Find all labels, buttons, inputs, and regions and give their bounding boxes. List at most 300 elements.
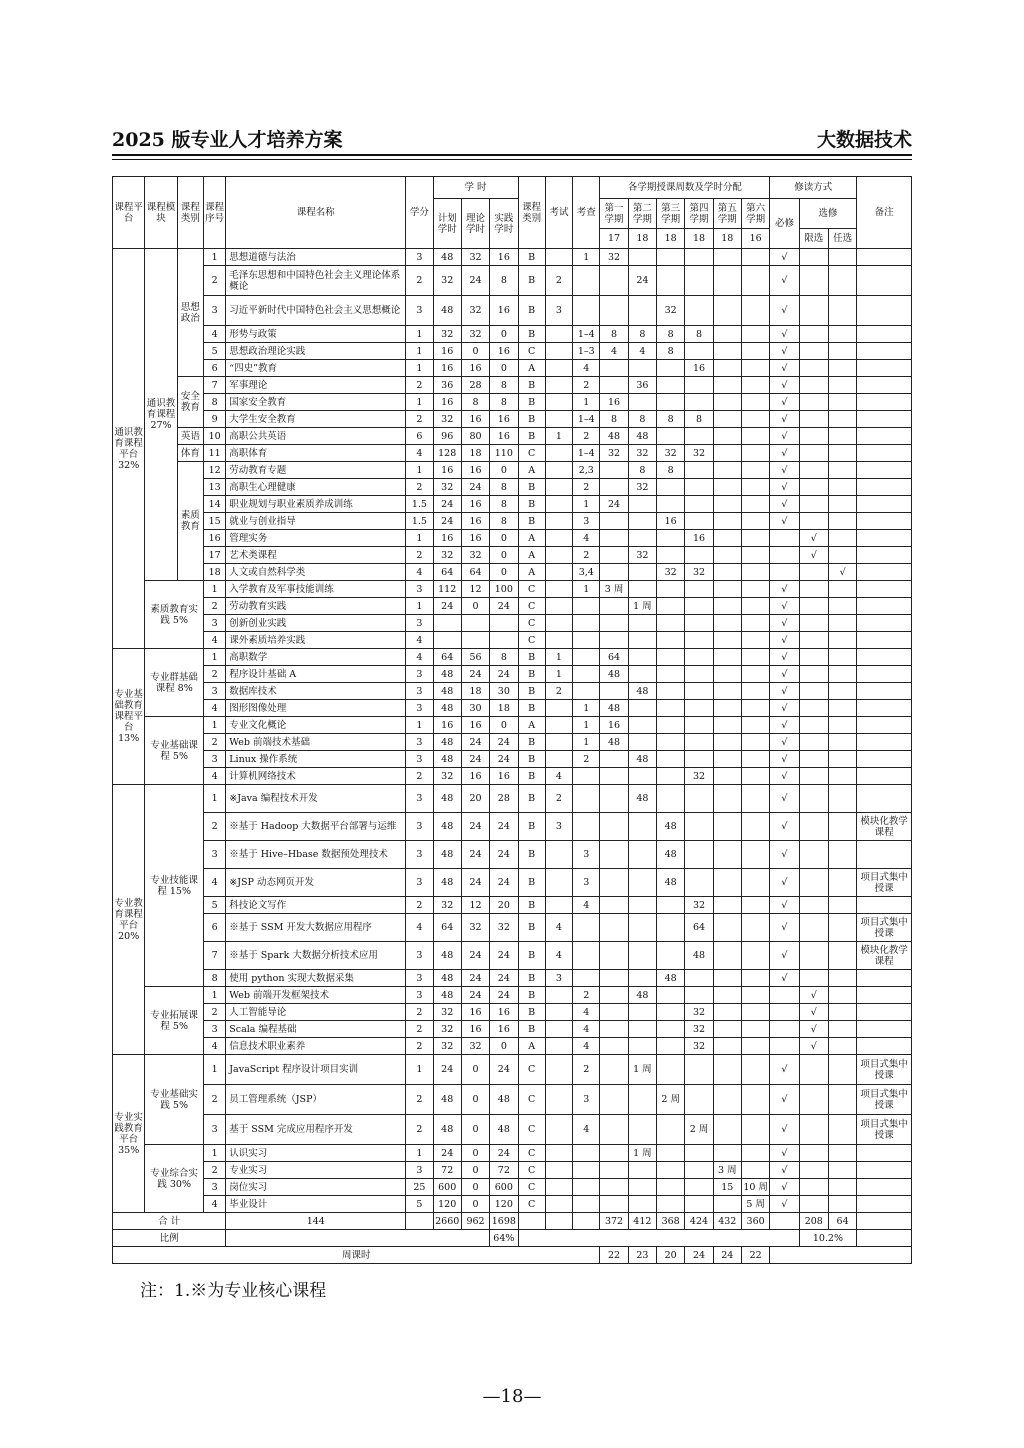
cell	[545, 479, 572, 496]
course-name: 高职数学	[226, 649, 406, 666]
cell	[545, 1196, 572, 1213]
cell: 24	[433, 513, 461, 530]
cell: 4	[573, 360, 600, 377]
cell	[799, 564, 828, 581]
cell	[657, 1179, 685, 1196]
cell: 8	[685, 326, 713, 343]
curriculum-table	[112, 176, 912, 1264]
cell: 1	[406, 394, 433, 411]
cell	[799, 428, 828, 445]
cell	[799, 914, 828, 942]
cell	[828, 683, 856, 700]
cell: 24	[490, 987, 518, 1004]
course-seq: 9	[204, 411, 226, 428]
cell	[657, 249, 685, 266]
ratio-blank	[857, 1230, 912, 1247]
cell	[685, 1085, 713, 1115]
th-semester: 第一学期	[600, 199, 628, 229]
cell: 8	[685, 411, 713, 428]
cell	[628, 1004, 656, 1021]
cell: 28	[490, 785, 518, 813]
cell: B	[518, 428, 545, 445]
th-semester: 第二学期	[628, 199, 656, 229]
cell: 8	[657, 411, 685, 428]
course-seq: 3	[204, 296, 226, 326]
cell	[545, 581, 572, 598]
cell	[713, 394, 741, 411]
cell	[713, 700, 741, 717]
cell: 30	[461, 700, 489, 717]
header-rule-thin	[112, 159, 912, 160]
cell	[713, 987, 741, 1004]
th-semester: 第四学期	[685, 199, 713, 229]
cell: 3	[545, 813, 572, 841]
cell: √	[770, 296, 799, 326]
course-seq: 4	[204, 326, 226, 343]
cell: 32	[685, 1004, 713, 1021]
cell	[828, 377, 856, 394]
cell	[628, 649, 656, 666]
cell	[713, 717, 741, 734]
cell	[857, 785, 912, 813]
cell	[857, 615, 912, 632]
cell	[799, 897, 828, 914]
cell: 4	[573, 1021, 600, 1038]
course-seq: 3	[204, 1179, 226, 1196]
total-optional: 64	[828, 1213, 856, 1230]
th-credit: 学分	[406, 177, 433, 249]
course-seq: 16	[204, 530, 226, 547]
table-row	[113, 751, 912, 768]
cell	[713, 377, 741, 394]
cell: 64	[685, 914, 713, 942]
cell: 56	[461, 649, 489, 666]
cell	[685, 813, 713, 841]
cell: C	[518, 615, 545, 632]
course-seq: 8	[204, 970, 226, 987]
table-row	[113, 942, 912, 970]
cell	[713, 683, 741, 700]
cell	[545, 1179, 572, 1196]
cell	[713, 1021, 741, 1038]
cell	[799, 700, 828, 717]
cell	[545, 377, 572, 394]
cell	[545, 530, 572, 547]
cell	[828, 632, 856, 649]
cell	[573, 942, 600, 970]
cell	[600, 1004, 628, 1021]
cell: B	[518, 700, 545, 717]
cell: 3	[406, 1162, 433, 1179]
cell: 3	[406, 700, 433, 717]
cell: √	[770, 428, 799, 445]
cell	[741, 615, 769, 632]
cell	[799, 411, 828, 428]
th-module: 课程模块	[145, 177, 177, 249]
cell: C	[518, 1162, 545, 1179]
cell: 8	[461, 394, 489, 411]
cell: B	[518, 813, 545, 841]
total-s4: 424	[685, 1213, 713, 1230]
cell: 3 周	[713, 1162, 741, 1179]
table-row	[113, 296, 912, 326]
cell	[857, 1004, 912, 1021]
cell	[828, 1196, 856, 1213]
cell	[713, 841, 741, 869]
cell	[828, 734, 856, 751]
cell	[713, 1145, 741, 1162]
cell	[545, 1162, 572, 1179]
cell	[770, 987, 799, 1004]
cell: 48	[628, 751, 656, 768]
cell	[600, 1038, 628, 1055]
cell	[600, 377, 628, 394]
course-name: ※基于 Spark 大数据分析技术应用	[226, 942, 406, 970]
cell: 项目式集中授课	[857, 1055, 912, 1085]
cell: 2	[573, 428, 600, 445]
cell	[828, 547, 856, 564]
cell	[600, 632, 628, 649]
course-name: 习近平新时代中国特色社会主义思想概论	[226, 296, 406, 326]
cell	[600, 266, 628, 296]
cell: 4	[545, 942, 572, 970]
weekly-row	[113, 1247, 912, 1264]
cell: 24	[461, 841, 489, 869]
cell	[573, 1179, 600, 1196]
cell	[713, 249, 741, 266]
cell	[600, 1162, 628, 1179]
cell: 24	[433, 496, 461, 513]
th-theory-hours: 理论学时	[461, 199, 489, 249]
cell	[713, 970, 741, 987]
course-seq: 1	[204, 649, 226, 666]
course-seq: 2	[204, 813, 226, 841]
table-row	[113, 249, 912, 266]
cell: C	[518, 1115, 545, 1145]
cell	[857, 598, 912, 615]
total-credit: 144	[226, 1213, 406, 1230]
cell	[857, 462, 912, 479]
cell	[685, 615, 713, 632]
cell	[685, 649, 713, 666]
table-row	[113, 841, 912, 869]
cell: B	[518, 296, 545, 326]
table-row	[113, 266, 912, 296]
cell	[713, 1115, 741, 1145]
cell	[741, 649, 769, 666]
cell	[713, 897, 741, 914]
course-name: 劳动教育实践	[226, 598, 406, 615]
doc-title: 2025 版专业人才培养方案	[112, 129, 343, 151]
cell: 32	[433, 326, 461, 343]
cell: 32	[461, 249, 489, 266]
cell: 1 周	[628, 1145, 656, 1162]
cell	[685, 428, 713, 445]
th-course-type: 课程类别	[518, 177, 545, 249]
table-row	[113, 411, 912, 428]
cell: C	[518, 1085, 545, 1115]
cell	[770, 1004, 799, 1021]
course-name: 图形图像处理	[226, 700, 406, 717]
course-seq: 14	[204, 496, 226, 513]
cell: 2	[545, 785, 572, 813]
cell	[600, 1115, 628, 1145]
cell: 120	[433, 1196, 461, 1213]
cell	[799, 841, 828, 869]
table-row	[113, 1038, 912, 1055]
cell	[573, 768, 600, 785]
group-label-c_ty: 体育	[177, 445, 203, 462]
cell: 32	[461, 547, 489, 564]
cell: B	[518, 751, 545, 768]
cell: 32	[433, 479, 461, 496]
cell: 2	[406, 897, 433, 914]
cell: 24	[600, 496, 628, 513]
cell: 4	[573, 1038, 600, 1055]
table-row	[113, 1021, 912, 1038]
cell: 24	[461, 751, 489, 768]
cell	[600, 942, 628, 970]
cell	[857, 394, 912, 411]
course-seq: 1	[204, 1145, 226, 1162]
cell	[628, 734, 656, 751]
cell: √	[770, 768, 799, 785]
cell	[657, 394, 685, 411]
cell	[741, 581, 769, 598]
cell	[685, 1055, 713, 1085]
total-blank	[573, 1213, 600, 1230]
cell	[799, 360, 828, 377]
cell: B	[518, 377, 545, 394]
cell	[741, 734, 769, 751]
cell	[799, 942, 828, 970]
course-name: 军事理论	[226, 377, 406, 394]
ratio-practice: 64%	[490, 1230, 518, 1247]
cell: 24	[490, 1055, 518, 1085]
cell	[657, 377, 685, 394]
cell: 2	[545, 683, 572, 700]
cell: 16	[433, 530, 461, 547]
cell: 110	[490, 445, 518, 462]
cell	[857, 249, 912, 266]
cell: 8	[490, 394, 518, 411]
table-row	[113, 530, 912, 547]
group-label-m7: 专业基础实践 5%	[145, 1055, 204, 1145]
course-seq: 4	[204, 632, 226, 649]
cell	[600, 360, 628, 377]
th-semester-group: 各学期授课周数及学时分配	[600, 177, 770, 199]
cell: 1	[406, 1145, 433, 1162]
cell	[799, 462, 828, 479]
cell: √	[770, 1145, 799, 1162]
cell	[828, 530, 856, 547]
cell	[799, 1162, 828, 1179]
course-name: Web 前端开发框架技术	[226, 987, 406, 1004]
cell	[657, 717, 685, 734]
cell	[628, 1038, 656, 1055]
cell	[490, 632, 518, 649]
cell	[628, 970, 656, 987]
cell: 28	[461, 377, 489, 394]
ratio-elective: 10.2%	[799, 1230, 857, 1247]
cell	[685, 266, 713, 296]
th-optional: 任选	[828, 229, 856, 249]
course-name: 人工智能导论	[226, 1004, 406, 1021]
cell: 8	[490, 479, 518, 496]
cell: 32	[461, 914, 489, 942]
cell: 0	[461, 1085, 489, 1115]
cell	[628, 360, 656, 377]
cell	[600, 615, 628, 632]
cell	[628, 632, 656, 649]
group-label-c_yy: 英语	[177, 428, 203, 445]
cell	[657, 987, 685, 1004]
course-seq: 3	[204, 751, 226, 768]
weekly-s5: 24	[713, 1247, 741, 1264]
cell: 16	[657, 513, 685, 530]
cell: √	[770, 360, 799, 377]
cell	[828, 987, 856, 1004]
cell: 1	[573, 717, 600, 734]
cell	[799, 343, 828, 360]
cell	[770, 1038, 799, 1055]
table-row	[113, 897, 912, 914]
cell: 8	[490, 513, 518, 530]
course-name: 大学生安全教育	[226, 411, 406, 428]
cell	[770, 547, 799, 564]
course-seq: 7	[204, 377, 226, 394]
cell: 0	[461, 1145, 489, 1162]
cell	[685, 1145, 713, 1162]
cell	[545, 1004, 572, 1021]
course-name: 毕业设计	[226, 1196, 406, 1213]
cell	[600, 547, 628, 564]
cell: 16	[490, 1004, 518, 1021]
cell	[713, 666, 741, 683]
cell: 24	[490, 841, 518, 869]
cell: 18	[461, 445, 489, 462]
cell: 1	[406, 598, 433, 615]
weekly-s4: 24	[685, 1247, 713, 1264]
cell	[573, 785, 600, 813]
cell	[657, 428, 685, 445]
cell	[741, 1038, 769, 1055]
cell: 48	[490, 1085, 518, 1115]
course-seq: 1	[204, 1055, 226, 1085]
cell	[828, 1021, 856, 1038]
cell	[685, 462, 713, 479]
cell: B	[518, 266, 545, 296]
cell	[628, 700, 656, 717]
total-blank	[406, 1213, 433, 1230]
cell: 16	[461, 462, 489, 479]
cell	[857, 513, 912, 530]
cell: 5	[406, 1196, 433, 1213]
cell	[857, 564, 912, 581]
cell: 模块化教学课程	[857, 942, 912, 970]
cell: 3	[406, 666, 433, 683]
cell: 1–4	[573, 326, 600, 343]
cell: 600	[433, 1179, 461, 1196]
cell	[545, 394, 572, 411]
course-name: ※基于 Hive–Hbase 数据预处理技术	[226, 841, 406, 869]
cell	[713, 513, 741, 530]
th-required: 必修	[770, 199, 799, 249]
cell: 24	[490, 598, 518, 615]
cell	[657, 598, 685, 615]
cell	[685, 249, 713, 266]
cell: C	[518, 581, 545, 598]
cell	[799, 785, 828, 813]
cell	[741, 785, 769, 813]
cell: 32	[433, 547, 461, 564]
table-row	[113, 343, 912, 360]
cell: 16	[461, 1004, 489, 1021]
cell	[799, 249, 828, 266]
course-name: 使用 python 实现大数据采集	[226, 970, 406, 987]
course-seq: 2	[204, 1162, 226, 1179]
cell	[600, 598, 628, 615]
cell: 32	[685, 897, 713, 914]
cell	[545, 734, 572, 751]
cell	[828, 649, 856, 666]
cell	[741, 768, 769, 785]
cell	[828, 513, 856, 530]
course-seq: 4	[204, 700, 226, 717]
cell: 24	[433, 1145, 461, 1162]
cell: 1.5	[406, 513, 433, 530]
cell: 0	[461, 1162, 489, 1179]
cell	[857, 296, 912, 326]
cell: 6	[406, 428, 433, 445]
page-header	[112, 128, 912, 154]
table-row	[113, 869, 912, 897]
cell	[713, 462, 741, 479]
table-row	[113, 1085, 912, 1115]
cell	[461, 632, 489, 649]
cell: 4	[573, 1004, 600, 1021]
th-exam: 考试	[545, 177, 572, 249]
cell	[741, 970, 769, 987]
cell	[628, 249, 656, 266]
cell: 0	[461, 1055, 489, 1085]
cell: 48	[628, 683, 656, 700]
th-seq: 课程序号	[204, 177, 226, 249]
group-label-p1: 通识教育课程平台32%	[113, 249, 145, 649]
cell: 4	[406, 914, 433, 942]
cell	[657, 649, 685, 666]
total-blank	[770, 1213, 799, 1230]
cell	[741, 632, 769, 649]
cell	[713, 615, 741, 632]
cell: 48	[433, 970, 461, 987]
course-seq: 3	[204, 615, 226, 632]
th-semester: 第三学期	[657, 199, 685, 229]
course-seq: 6	[204, 914, 226, 942]
cell	[828, 411, 856, 428]
cell	[628, 615, 656, 632]
cell	[545, 564, 572, 581]
cell: 48	[433, 751, 461, 768]
cell: B	[518, 326, 545, 343]
cell: 48	[433, 942, 461, 970]
course-name: 高职公共英语	[226, 428, 406, 445]
course-name: 人文或自然科学类	[226, 564, 406, 581]
cell	[799, 513, 828, 530]
cell: 8	[628, 462, 656, 479]
cell	[828, 360, 856, 377]
table-body	[113, 249, 912, 1213]
